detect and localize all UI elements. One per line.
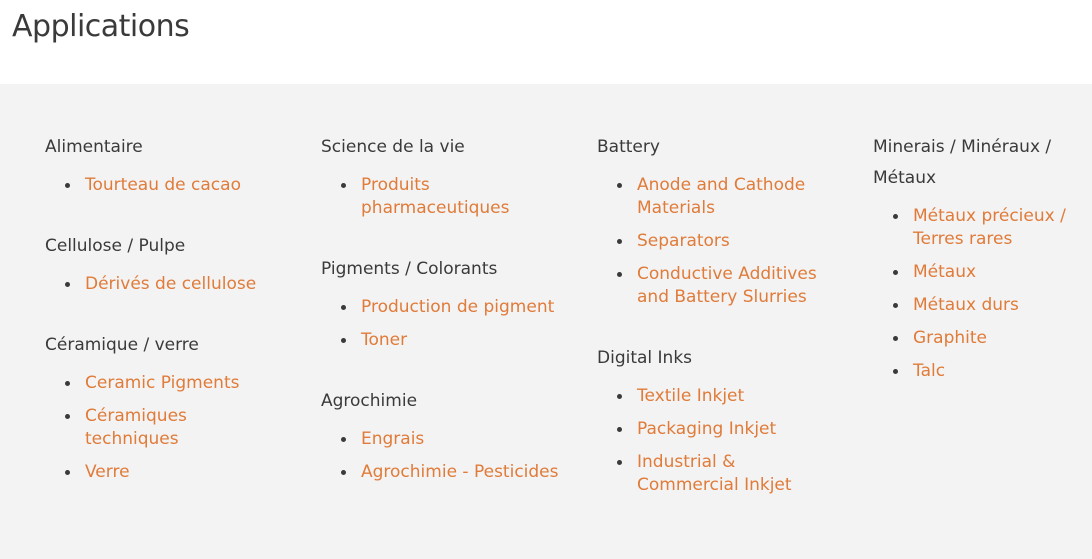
list-item bbox=[341, 461, 561, 484]
list-item bbox=[617, 451, 837, 497]
group-agrochimie bbox=[321, 386, 561, 484]
group-heading: Agrochimie bbox=[321, 391, 418, 411]
link-packaging-inkjet[interactable]: Packaging Inkjet bbox=[637, 419, 777, 439]
link-talc[interactable]: Talc bbox=[913, 361, 946, 381]
list-item bbox=[65, 174, 285, 197]
item-list bbox=[45, 372, 285, 484]
group-heading: Science de la vie bbox=[321, 137, 465, 157]
group-heading: Alimentaire bbox=[45, 137, 143, 157]
title-bar bbox=[0, 0, 1092, 84]
bullet-icon bbox=[617, 239, 622, 244]
group-battery bbox=[597, 132, 837, 309]
list-item bbox=[617, 385, 837, 408]
item-list bbox=[45, 273, 285, 296]
bullet-icon bbox=[65, 414, 70, 419]
list-item bbox=[341, 174, 561, 220]
bullet-icon bbox=[341, 338, 346, 343]
list-item bbox=[617, 263, 837, 309]
link-ceramiques-techniques[interactable]: Céramiques techniques bbox=[85, 406, 187, 449]
link-production-de-pigment[interactable]: Production de pigment bbox=[361, 297, 555, 317]
group-ceramique-verre bbox=[45, 330, 285, 484]
link-anode-and-cathode-materials[interactable]: Anode and Cathode Materials bbox=[637, 175, 806, 218]
bullet-icon bbox=[893, 303, 898, 308]
list-item bbox=[893, 261, 1092, 284]
bullet-icon bbox=[617, 427, 622, 432]
link-agrochimie-pesticides[interactable]: Agrochimie - Pesticides bbox=[361, 462, 559, 482]
list-item bbox=[65, 405, 285, 451]
bullet-icon bbox=[617, 183, 622, 188]
link-industrial-commercial-inkjet[interactable]: Industrial & Commercial Inkjet bbox=[637, 452, 792, 495]
group-science-de-la-vie bbox=[321, 132, 561, 220]
list-item bbox=[65, 461, 285, 484]
list-item bbox=[617, 174, 837, 220]
group-heading: Minerais / Minéraux / Métaux bbox=[873, 137, 1052, 188]
bullet-icon bbox=[893, 214, 898, 219]
column-4 bbox=[873, 132, 1092, 417]
list-item bbox=[893, 205, 1092, 251]
link-derives-de-cellulose[interactable]: Dérivés de cellulose bbox=[85, 274, 257, 294]
item-list bbox=[45, 174, 285, 197]
bullet-icon bbox=[341, 437, 346, 442]
list-item bbox=[341, 329, 561, 352]
item-list bbox=[597, 385, 837, 497]
link-engrais[interactable]: Engrais bbox=[361, 429, 425, 449]
item-list bbox=[321, 296, 561, 352]
list-item bbox=[893, 327, 1092, 350]
bullet-icon bbox=[65, 381, 70, 386]
link-produits-pharmaceutiques[interactable]: Produits pharmaceutiques bbox=[361, 175, 510, 218]
link-textile-inkjet[interactable]: Textile Inkjet bbox=[637, 386, 745, 406]
link-conductive-additives[interactable]: Conductive Additives and Battery Slurries bbox=[637, 264, 817, 307]
list-item bbox=[65, 273, 285, 296]
bullet-icon bbox=[617, 460, 622, 465]
bullet-icon bbox=[341, 305, 346, 310]
item-list bbox=[597, 174, 837, 309]
list-item bbox=[893, 360, 1092, 383]
bullet-icon bbox=[65, 183, 70, 188]
link-metaux-precieux-terres-rares[interactable]: Métaux précieux / Terres rares bbox=[913, 206, 1066, 249]
list-item bbox=[341, 428, 561, 451]
list-item bbox=[893, 294, 1092, 317]
link-toner[interactable]: Toner bbox=[361, 330, 408, 350]
bullet-icon bbox=[65, 282, 70, 287]
bullet-icon bbox=[893, 336, 898, 341]
group-heading: Pigments / Colorants bbox=[321, 259, 498, 279]
column-1 bbox=[45, 132, 285, 518]
bullet-icon bbox=[893, 270, 898, 275]
group-cellulose-pulpe bbox=[45, 231, 285, 296]
list-item bbox=[617, 418, 837, 441]
bullet-icon bbox=[341, 470, 346, 475]
bullet-icon bbox=[341, 183, 346, 188]
applications-panel bbox=[0, 84, 1092, 559]
item-list bbox=[321, 428, 561, 484]
group-pigments-colorants bbox=[321, 254, 561, 352]
link-ceramic-pigments[interactable]: Ceramic Pigments bbox=[85, 373, 240, 393]
group-heading: Cellulose / Pulpe bbox=[45, 236, 186, 256]
group-heading: Céramique / verre bbox=[45, 335, 199, 355]
link-graphite[interactable]: Graphite bbox=[913, 328, 987, 348]
group-minerais-mineraux-metaux bbox=[873, 132, 1092, 383]
item-list bbox=[873, 205, 1092, 383]
link-metaux-durs[interactable]: Métaux durs bbox=[913, 295, 1019, 315]
bullet-icon bbox=[617, 272, 622, 277]
list-item bbox=[65, 372, 285, 395]
column-2 bbox=[321, 132, 561, 518]
link-verre[interactable]: Verre bbox=[85, 462, 130, 482]
list-item bbox=[341, 296, 561, 319]
group-heading: Battery bbox=[597, 137, 660, 157]
page-title: Applications bbox=[12, 9, 190, 44]
link-tourteau-de-cacao[interactable]: Tourteau de cacao bbox=[85, 175, 241, 195]
bullet-icon bbox=[893, 369, 898, 374]
bullet-icon bbox=[617, 394, 622, 399]
group-digital-inks bbox=[597, 343, 837, 497]
item-list bbox=[321, 174, 561, 220]
group-heading: Digital Inks bbox=[597, 348, 693, 368]
group-alimentaire bbox=[45, 132, 285, 197]
bullet-icon bbox=[65, 470, 70, 475]
list-item bbox=[617, 230, 837, 253]
link-metaux[interactable]: Métaux bbox=[913, 262, 977, 282]
column-3 bbox=[597, 132, 837, 531]
link-separators[interactable]: Separators bbox=[637, 231, 730, 251]
